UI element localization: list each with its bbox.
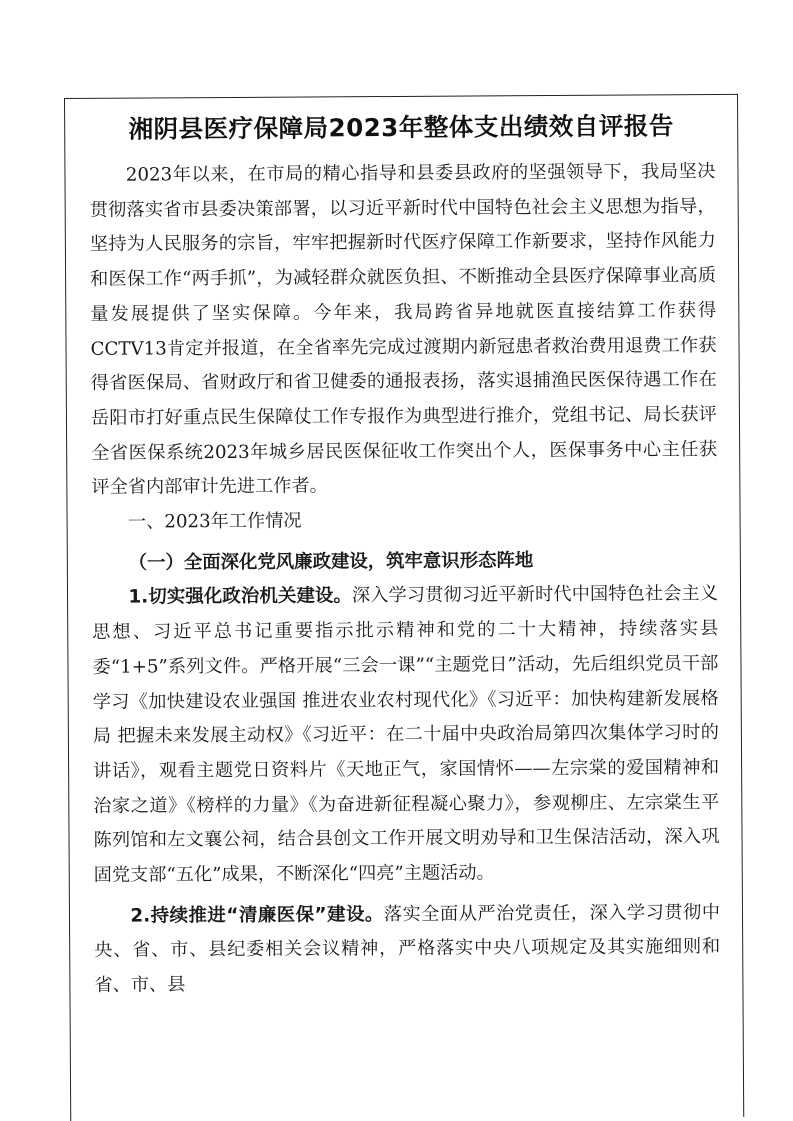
section-heading: 一、2023年工作情况 [127,510,302,533]
item-paragraph-2 [94,896,721,1004]
intro-paragraph: 2023年以来，在市局的精心指导和县委县政府的坚强领导下，我局坚决贯彻落实省市县委决策部署，以习近平新时代中国特色社会主义思想为指导，坚持为人民服务的宗旨，牢牢把握新时代医疗保障工作新要求，坚持作风能力和医保工作“两手抓”，为减轻群众就医负担、不断推动全县医疗保障事业高质量发展提供了坚实保障。今年来，我局跨省异地就医直接结算工作获得CCTV13肯定并报道，在全省率先完成过渡期内新冠患者救治费用退费工作获得省医保局、省财政厅和省卫健委的通报表扬，落实退捕渔民医保待遇工作在岳阳市打好重点民生保障仗工作专报作为典型进行推介，党组书记、局长获评全省医保系统2023年城乡居民医保征收工作突出个人，医保事务中心主任获评全省内部审计先进工作者。 [89,161,718,499]
item-lead-2: 2.持续推进“清廉医保”建设。 [130,903,384,927]
item-paragraph-1 [92,577,720,893]
subsection-heading: （一）全面深化党风廉政建设，筑牢意识形态阵地 [128,549,534,574]
item-body-2: 落实全面从严治党责任，深入学习贯彻中央、省、市、县纪委相关会议精神，严格落实中央八项规定及其实施细则和省、市、县 [94,901,721,997]
item-lead-1: 1.切实强化政治机关建设。 [128,585,353,609]
item-body-1: 深入学习贯彻习近平新时代中国特色社会主义思想、习近平总书记重要指示批示精神和党的二十大精神，持续落实县委“1+5”系列文件。严格开展“三会一课”“主题党日”活动，先后组织党员干部学习《加快建设农业强国 推进农业农村现代化》《习近平：加快构建新发展格局 把握未来发展主动权》《习近平：在二十届中央政治局第四次集体学习时的讲话》，观看主题党日资料片《天地正气，家国情怀——左宗棠的爱国精神和治家之道》《榜样的力量》《为奋进新征程凝心聚力》，参观柳庄、左宗棠生平陈列馆和左文襄公祠，结合县创文工作开展文明劝导和卫生保洁活动，深入巩固党支部“五化”成果，不断深化“四亮”主题活动。 [92,583,720,886]
document-frame [64,94,744,1121]
document-body [89,155,720,1004]
document-title: 湘阴县医疗保障局2023年整体支出绩效自评报告 [128,111,674,144]
